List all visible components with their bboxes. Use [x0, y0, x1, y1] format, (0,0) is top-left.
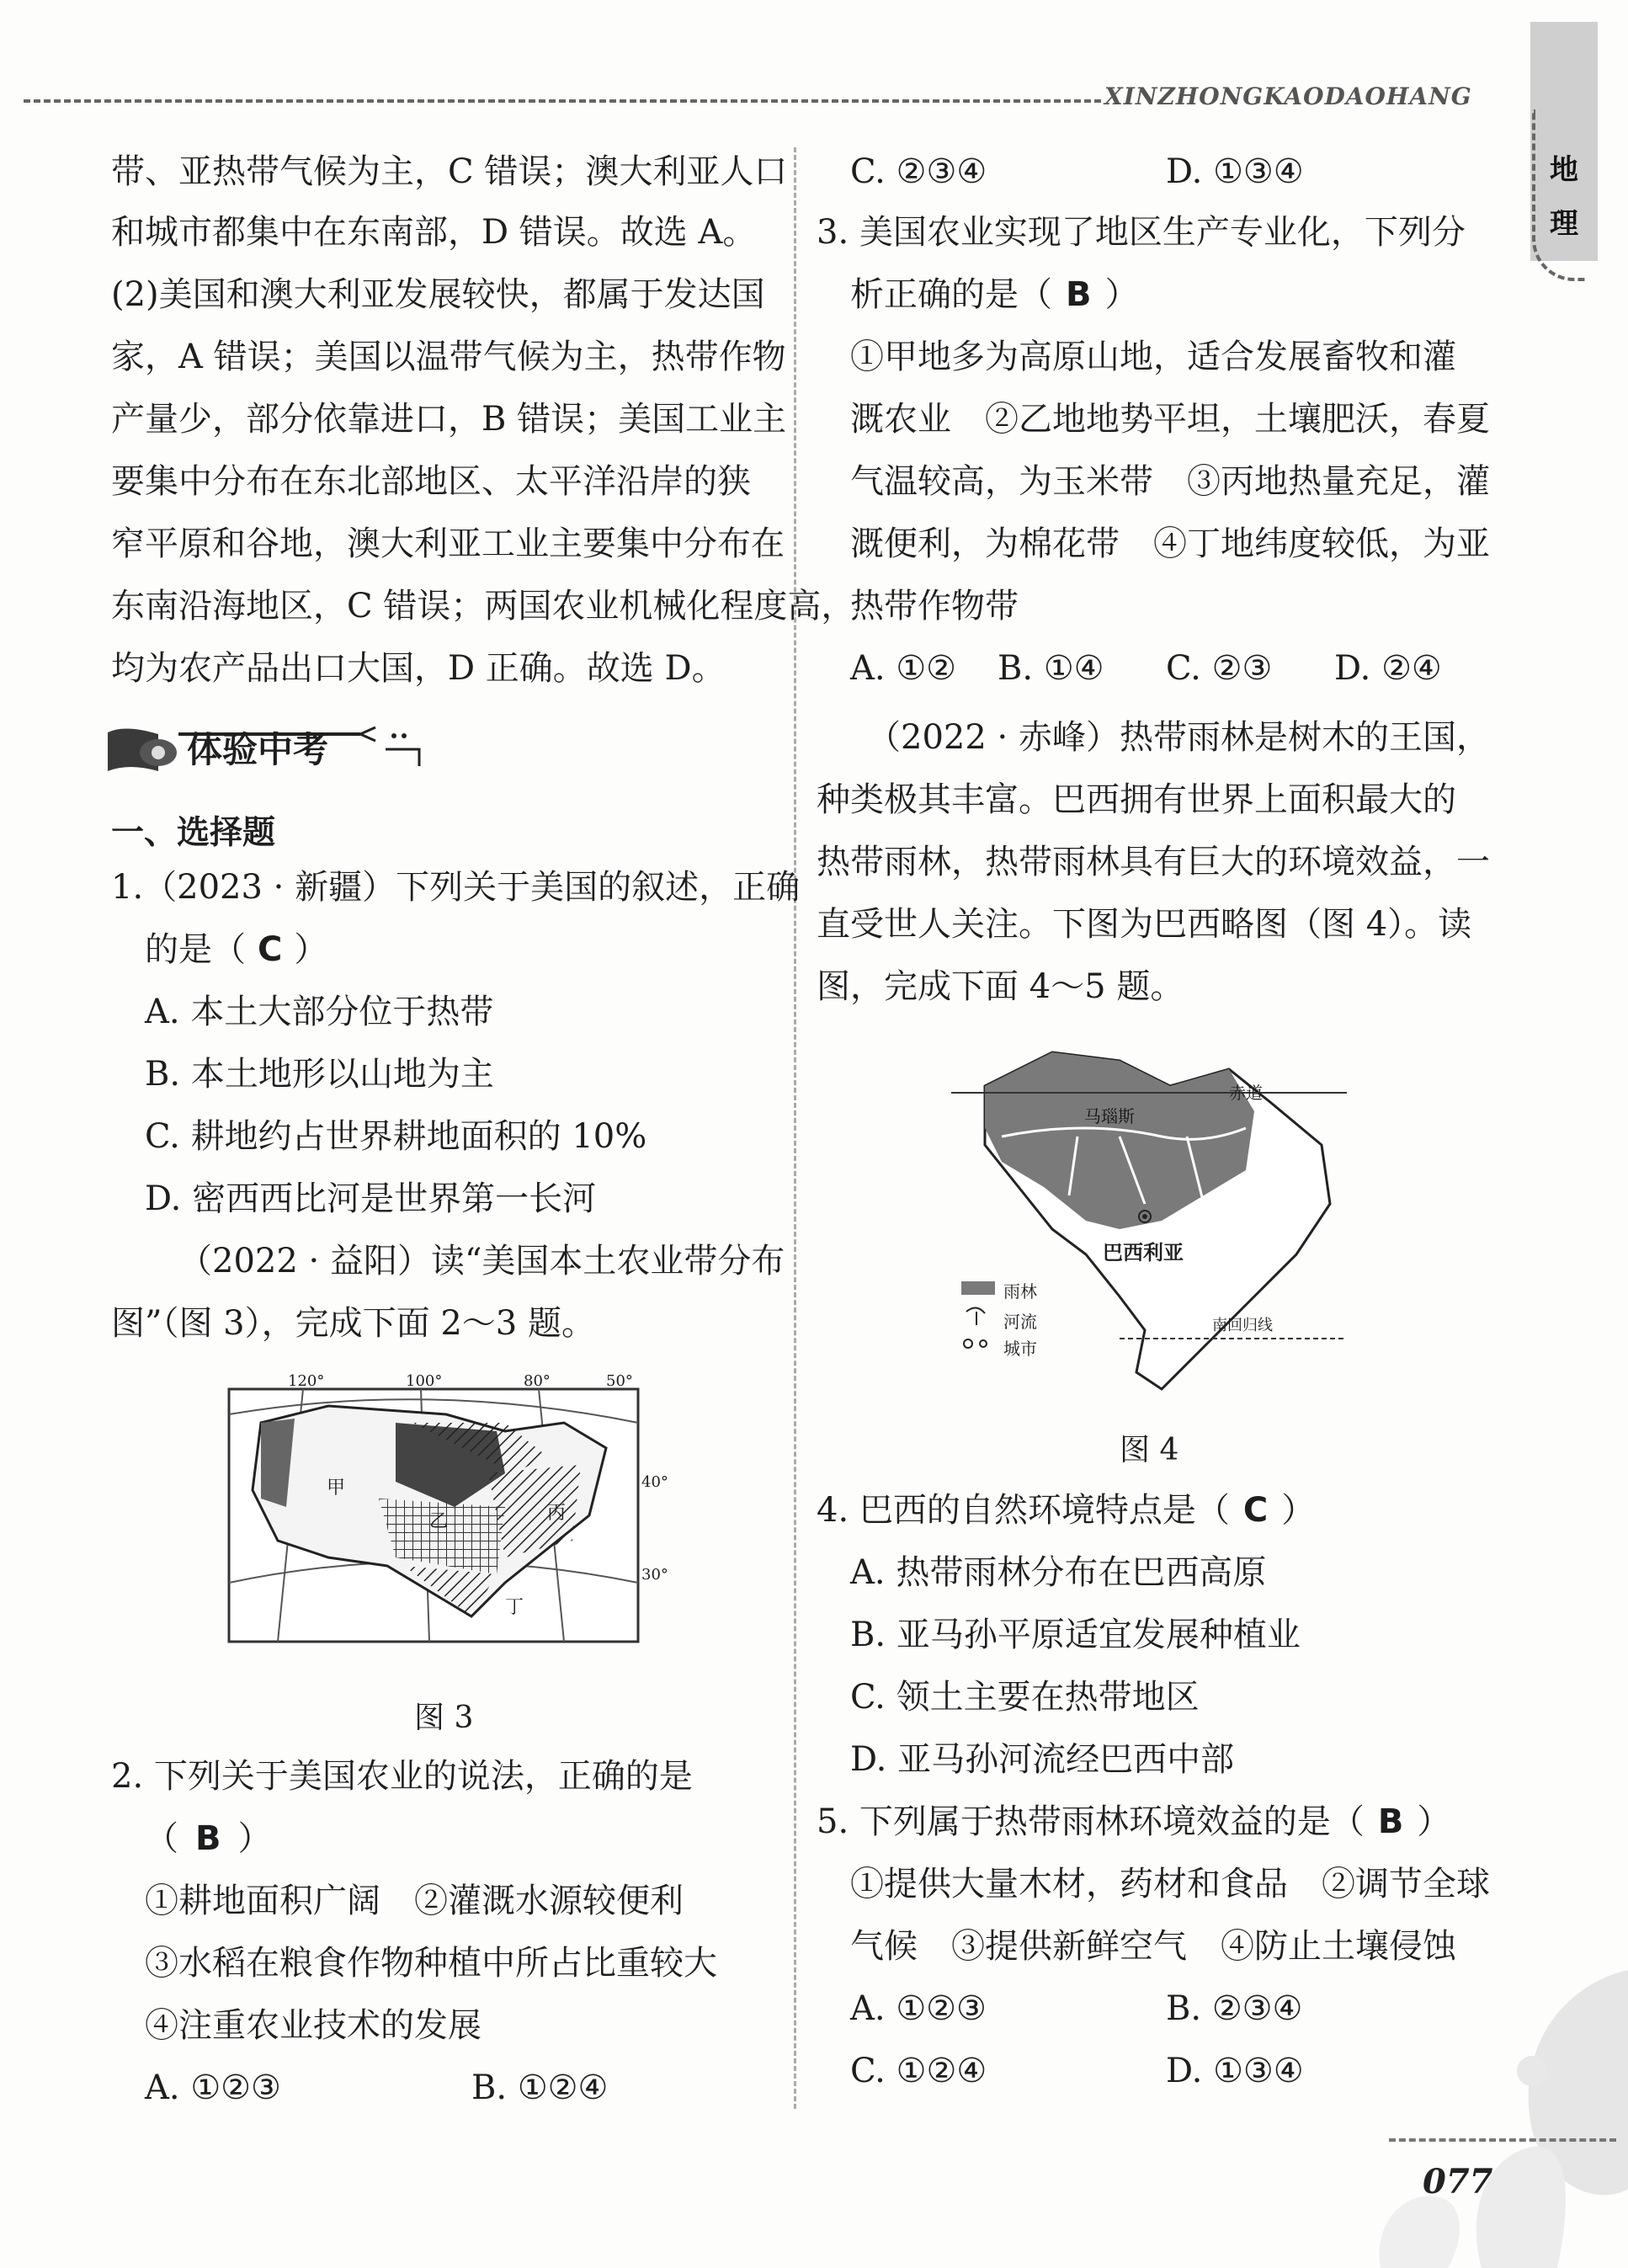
intro-4-5: 直受世人关注。下图为巴西略图（图 4）。读 [817, 905, 1472, 944]
q3-statement: 热带作物带 [850, 587, 1019, 626]
q3-statement: ①甲地多为高原山地，适合发展畜牧和灌 [850, 338, 1456, 376]
q3-statement: 溉便利，为棉花带 ④丁地纬度较低，为亚 [850, 524, 1490, 563]
latitude-label: 30° [641, 1566, 668, 1584]
longitude-label: 120° [288, 1372, 325, 1390]
q4-option: D. 亚马孙河流经巴西中部 [850, 1740, 1235, 1779]
region-label: 甲 [327, 1477, 346, 1499]
q5-stem: 5. 下列属于热带雨林环境效益的是（ B ） [817, 1802, 1451, 1841]
banner-title: 体验中考 [187, 729, 329, 770]
subject-tab-label: 地 理 [1550, 153, 1578, 241]
q1-option: C. 耕地约占世界耕地面积的 10% [145, 1117, 647, 1156]
q2-option: D. ①③④ [1166, 152, 1304, 191]
explanation-line: 均为农产品出口大国，D 正确。故选 D。 [111, 649, 726, 688]
column-divider [794, 147, 796, 2109]
q2-option: C. ②③④ [850, 152, 987, 191]
q4-option: A. 热带雨林分布在巴西高原 [850, 1553, 1267, 1592]
q2-stem-cont: （ B ） [145, 1819, 272, 1858]
q3-option: B. ①④ [998, 649, 1104, 688]
page-number: 077 [1423, 2162, 1493, 2201]
header-rule [24, 99, 1101, 103]
brasilia-label: 巴西利亚 [1103, 1240, 1184, 1264]
q2-stem: 2. 下列关于美国农业的说法，正确的是 [111, 1757, 693, 1796]
footer-rule [1389, 2138, 1616, 2142]
q4-stem: 4. 巴西的自然环境特点是（ C ） [817, 1491, 1316, 1530]
explanation-line: 产量少，部分依靠进口，B 错误；美国工业主 [111, 400, 787, 439]
q4-answer: C [1242, 1491, 1269, 1530]
figure-4-caption: 图 4 [1120, 1433, 1179, 1467]
q5-option: B. ②③④ [1166, 1989, 1303, 2028]
q2-statement: ①耕地面积广阔 ②灌溉水源较便利 [145, 1882, 684, 1920]
brazil-map [951, 1036, 1347, 1406]
explanation-line: 要集中分布在东北部地区、太平洋沿岸的狭 [111, 462, 751, 501]
running-title: XINZHONGKAODAOHANG [1104, 83, 1472, 110]
explanation-line: 家，A 错误；美国以温带气候为主，热带作物 [111, 338, 786, 376]
q2-option: B. ①②④ [471, 2068, 609, 2107]
q1-option: D. 密西西比河是世界第一长河 [145, 1179, 597, 1218]
legend-label: 雨林 [1003, 1281, 1037, 1302]
q2-statement: ③水稻在粮食作物种植中所占比重较大 [145, 1944, 717, 1983]
q5-statement: 气候 ③提供新鲜空气 ④防止土壤侵蚀 [850, 1927, 1456, 1966]
latitude-label: 40° [641, 1473, 668, 1491]
longitude-label: 100° [406, 1372, 443, 1390]
section-heading: 一、选择题 [111, 814, 276, 852]
intro-2-3: 图”（图 3），完成下面 2～3 题。 [111, 1304, 595, 1343]
q4-option: B. 亚马孙平原适宜发展种植业 [850, 1616, 1301, 1654]
q1-stem-cont: 的是（ C ） [145, 930, 328, 969]
manaus-label: 马瑙斯 [1084, 1106, 1135, 1126]
q1-answer: C [258, 930, 283, 969]
usa-agriculture-map [227, 1372, 668, 1658]
q3-answer: B [1066, 275, 1092, 314]
legend-rainforest-swatch [961, 1281, 995, 1295]
q2-answer: B [195, 1819, 221, 1858]
q3-stem-cont: 析正确的是（ B ） [850, 275, 1139, 314]
intro-4-5: （2022 · 赤峰）热带雨林是树木的王国， [867, 718, 1490, 757]
q1-option: B. 本土地形以山地为主 [145, 1055, 494, 1094]
q3-stem: 3. 美国农业实现了地区生产专业化，下列分 [817, 213, 1466, 252]
q3-option: C. ②③ [1166, 649, 1273, 688]
explanation-line: (2)美国和澳大利亚发展较快，都属于发达国 [111, 275, 765, 314]
explanation-line: 窄平原和谷地，澳大利亚工业主要集中分布在 [111, 524, 785, 563]
legend-label: 河流 [1003, 1312, 1037, 1332]
intro-2-3: （2022 · 益阳）读“美国本土农业带分布 [178, 1242, 785, 1280]
explanation-line: 东南沿海地区，C 错误；两国农业机械化程度高， [111, 587, 855, 626]
q5-option: C. ①②④ [850, 2052, 987, 2090]
q3-option: D. ②④ [1334, 649, 1442, 688]
q2-option: A. ①②③ [145, 2068, 281, 2107]
intro-4-5: 热带雨林，热带雨林具有巨大的环境效益，一 [817, 843, 1490, 881]
q5-option: A. ①②③ [850, 1989, 987, 2028]
q3-statement: 气温较高，为玉米带 ③丙地热量充足，灌 [850, 462, 1490, 501]
intro-4-5: 图，完成下面 4～5 题。 [817, 967, 1184, 1006]
decorative-splash [1280, 1936, 1628, 2268]
q3-option: A. ①② [850, 649, 957, 688]
tropic-label: 南回归线 [1212, 1317, 1273, 1334]
q4-option: C. 领土主要在热带地区 [850, 1678, 1200, 1717]
q1-stem: 1.（2023 · 新疆）下列关于美国的叙述，正确 [111, 868, 801, 907]
q1-option: A. 本土大部分位于热带 [145, 993, 494, 1031]
figure-3-caption: 图 3 [414, 1701, 474, 1735]
q5-option: D. ①③④ [1166, 2052, 1304, 2090]
q3-statement: 溉农业 ②乙地地势平坦，土壤肥沃，春夏 [850, 400, 1490, 439]
explanation-line: 带、亚热带气候为主，C 错误；澳大利亚人口 [111, 152, 788, 191]
region-label: 乙 [429, 1511, 449, 1532]
q5-answer: B [1377, 1802, 1404, 1841]
longitude-label: 50° [606, 1372, 633, 1390]
legend-label: 城市 [1003, 1339, 1037, 1359]
longitude-label: 80° [524, 1372, 551, 1390]
equator-label: 赤道 [1229, 1083, 1263, 1103]
q5-statement: ①提供大量木材，药材和食品 ②调节全球 [850, 1865, 1490, 1903]
intro-4-5: 种类极其丰富。巴西拥有世界上面积最大的 [817, 780, 1456, 819]
explanation-line: 和城市都集中在东南部，D 错误。故选 A。 [111, 213, 757, 252]
region-label: 丙 [547, 1503, 567, 1524]
q2-statement: ④注重农业技术的发展 [145, 2006, 481, 2045]
region-label: 丁 [505, 1597, 524, 1618]
